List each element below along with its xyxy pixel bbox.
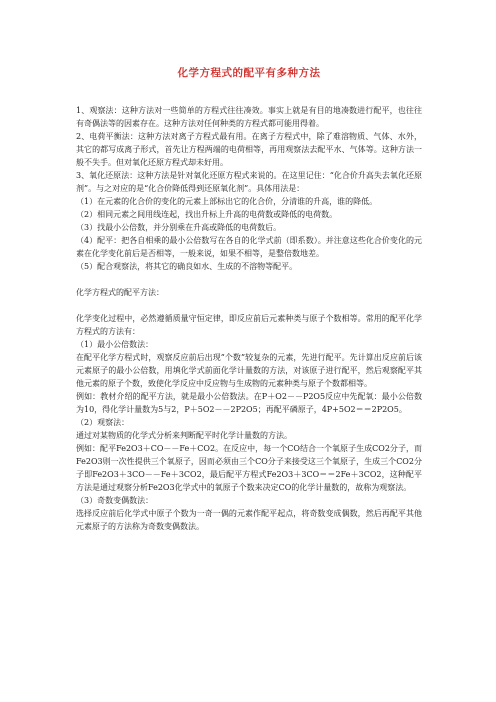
intro-paragraph: （4）配平：把各自相乘的最小公倍数写在各自的化学式前（即系数）。并注意这些化合价变化的元素在化学变化前后是否相等，一般来说，如果不相等，是整倍数地差。	[76, 236, 422, 258]
intro-paragraph: 2、电荷平衡法：这种方法对离子方程式最有用。在离子方程式中，除了难溶物质、气体、水外，其它的都写成离子形式，首先让方程两端的电荷相等，再用观察法去配平水、气体等。这种方法一般不失手。但对氧化还原方程式却未好用。	[76, 132, 422, 167]
body-paragraph: （1）最小公倍数法：	[76, 340, 154, 349]
paragraph-gap	[76, 273, 422, 286]
body-paragraph: 化学变化过程中，必然遵循质量守恒定律，即反应前后元素种类与原子个数相等。常用的配平化学方程式的方法有：	[76, 314, 422, 336]
document-page	[76, 66, 422, 533]
body-paragraph: 在配平化学方程式时，观察反应前后出现”个数”较复杂的元素，先进行配平。先计算出反应前后该元素原子的最小公倍数，用填化学式前面化学计量数的方法，对该原子进行配平，然后观察配平其他元素的原子个数，致使化学反应中反应物与生成物的元素种类与原子个数都相等。	[76, 353, 422, 388]
body-paragraph: 选择反应前后化学式中原子个数为一奇一偶的元素作配平起点，将奇数变成偶数，然后再配平其他元素原子的方法称为奇数变偶数法。	[76, 509, 422, 531]
section-heading: 化学方程式的配平方法：	[76, 288, 164, 297]
intro-paragraph: 1、观察法：这种方法对一些简单的方程式往往凑效。事实上就是有目的地凑数进行配平，也往往有奇偶法等的因素存在。这种方法对任何种类的方程式都可能用得着。	[76, 106, 422, 128]
body-paragraph: 通过对某物质的化学式分析来判断配平时化学计量数的方法。	[76, 431, 292, 440]
body-paragraph: 例如：教材介绍的配平方法，就是最小公倍数法。在P＋O2－－P2O5反应中先配氧：最小公倍数为10，得化学计量数为5与2，P＋5O2－－2P2O5；再配平磷原子，4P+5O2＝＝2P2O5。	[76, 392, 422, 414]
paragraph-gap	[76, 299, 422, 312]
intro-paragraph: （3）找最小公倍数，并分别乘在升高或降低的电荷数后。	[76, 223, 282, 232]
intro-paragraph: （1）在元素的化合价的变化的元素上部标出它的化合价，分清谁的升高，谁的降低。	[76, 197, 378, 206]
document-title: 化学方程式的配平有多种方法	[177, 67, 321, 79]
intro-paragraph: （5）配合观察法，将其它的确良如水、生成的不溶物等配平。	[76, 262, 298, 271]
intro-paragraph: （2）相同元素之间用线连起，找出升标上升高的电荷数或降低的电荷数。	[76, 210, 338, 219]
body-paragraph: （3）奇数变偶数法：	[76, 496, 154, 505]
body-paragraph: 例如：配平Fe2O3＋CO－－Fe＋CO2。在反应中，每一个CO结合一个氧原子生成CO2分子，而Fe2O3则一次性提供三个氧原子，因而必须由三个CO分子来接受这三个氧原子，生成三个CO2分子即Fe2O3＋3CO－－Fe＋3CO2，最后配平方程式Fe2O3＋3CO＝＝2Fe＋3CO2，这种配平方法是通过观察分析Fe2O3化学式中的氧原子个数来决定CO的化学计量数的，故称为观察法。	[76, 444, 422, 492]
intro-paragraph: 3、氧化还原法：这种方法是针对氧化还原方程式来说的。在这里记住：“化合价升高失去氧化还原剂”。与之对应的是“化合价降低得到还原氧化剂”。具体用法是：	[76, 171, 422, 193]
body-paragraph: （2）观察法：	[76, 418, 130, 427]
